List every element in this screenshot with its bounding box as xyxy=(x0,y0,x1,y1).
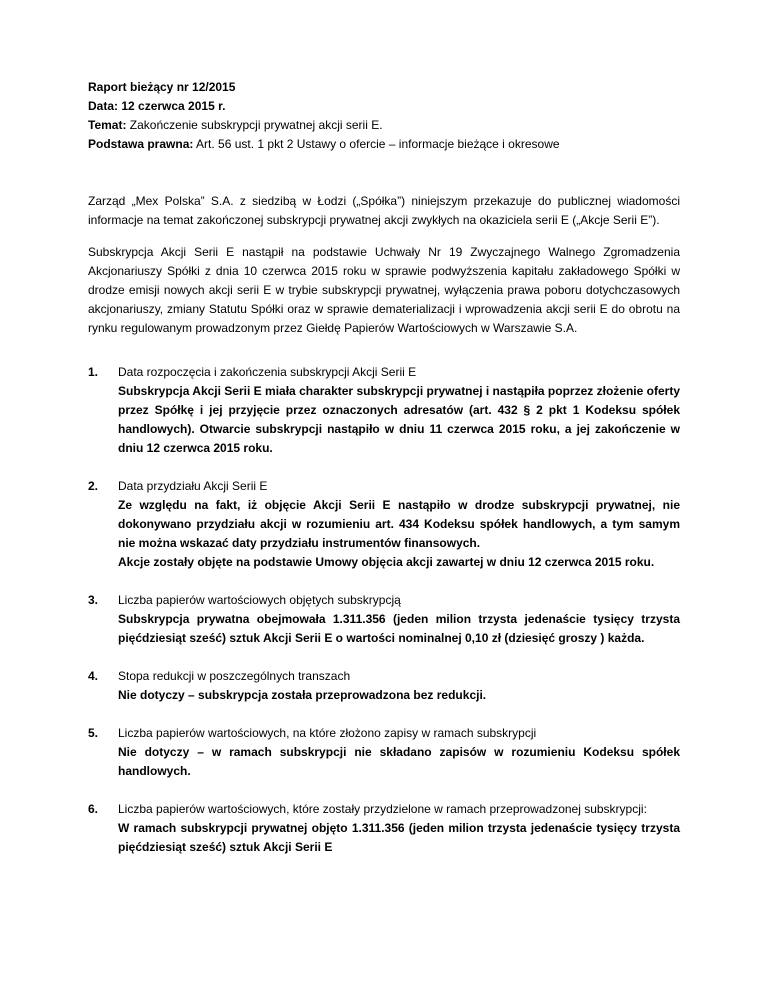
topic-label: Temat: xyxy=(88,118,127,132)
numbered-list xyxy=(88,363,680,857)
topic-value: Zakończenie subskrypcji prywatnej akcji serii E. xyxy=(126,118,383,132)
item-heading: Stopa redukcji w poszczególnych transzach xyxy=(118,669,351,683)
list-item xyxy=(88,724,680,781)
intro-paragraph: Zarząd „Mex Polska” S.A. z siedzibą w Łodzi („Spółka”) niniejszym przekazuje do publicznej wiadomości informacje na temat zakończonej subskrypcji prywatnej akcji zwykłych na okaziciela serii E („Akcje Serii E”). xyxy=(88,194,680,227)
item-number: 4. xyxy=(88,669,99,683)
item-number: 1. xyxy=(88,365,99,379)
report-number: Raport bieżący nr 12/2015 xyxy=(88,80,236,94)
report-header xyxy=(88,78,680,154)
list-item xyxy=(88,363,680,458)
item-heading: Data rozpoczęcia i zakończenia subskrypcji Akcji Serii E xyxy=(118,365,417,379)
list-item xyxy=(88,477,680,572)
item-number: 2. xyxy=(88,479,99,493)
item-body: Subskrypcja Akcji Serii E miała charakter subskrypcji prywatnej i nastąpiła poprzez złożenie oferty przez Spółkę i jej przyjęcie przez oznaczonych adresatów (art. 432 § 2 pkt 1 Kodeksu spółek handlowych). Otwarcie subskrypcji nastąpiło w dniu 11 czerwca 2015 roku, a jej zakończenie w dniu 12 czerwca 2015 roku. xyxy=(118,384,680,455)
item-body: W ramach subskrypcji prywatnej objęto 1.311.356 (jeden milion trzysta jedenaście tysięcy trzysta pięćdziesiąt sześć) sztuk Akcji Serii E xyxy=(118,821,680,854)
list-item xyxy=(88,591,680,648)
item-number: 5. xyxy=(88,726,99,740)
item-number: 3. xyxy=(88,593,99,607)
list-item xyxy=(88,667,680,705)
legal-value: Art. 56 ust. 1 pkt 2 Ustawy o ofercie – informacje bieżące i okresowe xyxy=(193,137,560,151)
item-body: Ze względu na fakt, iż objęcie Akcji Serii E nastąpiło w drodze subskrypcji prywatnej, nie dokonywano przydziału akcji w rozumieniu art. 434 Kodeksu spółek handlowych, a tym samym nie można wskazać daty przydziału instrumentów finansowych. xyxy=(118,498,680,550)
item-number: 6. xyxy=(88,802,99,816)
report-date: Data: 12 czerwca 2015 r. xyxy=(88,99,226,113)
basis-paragraph: Subskrypcja Akcji Serii E nastąpił na podstawie Uchwały Nr 19 Zwyczajnego Walnego Zgromadzenia Akcjonariuszy Spółki z dnia 10 czerwca 2015 roku w sprawie podwyższenia kapitału zakładowego Spółki w drodze emisji nowych akcji serii E w trybie subskrypcji prywatnej, wyłączenia prawa poboru dotychczasowych akcjonariuszy, zmiany Statutu Spółki oraz w sprawie dematerializacji i wprowadzenia akcji serii E do obrotu na rynku regulowanym prowadzonym przez Giełdę Papierów Wartościowych w Warszawie S.A. xyxy=(88,245,680,335)
report-topic xyxy=(88,116,680,135)
item-body-extra: Akcje zostały objęte na podstawie Umowy objęcia akcji zawartej w dniu 12 czerwca 2015 roku. xyxy=(118,555,655,569)
item-body: Nie dotyczy – w ramach subskrypcji nie składano zapisów w rozumieniu Kodeksu spółek handlowych. xyxy=(118,745,680,778)
item-heading: Data przydziału Akcji Serii E xyxy=(118,479,268,493)
item-heading: Liczba papierów wartościowych, które zostały przydzielone w ramach przeprowadzonej subskrypcji: xyxy=(118,802,647,816)
item-body: Nie dotyczy – subskrypcja została przeprowadzona bez redukcji. xyxy=(118,688,487,702)
list-item xyxy=(88,800,680,857)
item-heading: Liczba papierów wartościowych, na które złożono zapisy w ramach subskrypcji xyxy=(118,726,537,740)
item-body: Subskrypcja prywatna obejmowała 1.311.356 (jeden milion trzysta jedenaście tysięcy trzysta pięćdziesiąt sześć) sztuk Akcji Serii E o wartości nominalnej 0,10 zł (dziesięć groszy ) każda. xyxy=(118,612,680,645)
item-heading: Liczba papierów wartościowych objętych subskrypcją xyxy=(118,593,401,607)
legal-label: Podstawa prawna: xyxy=(88,137,194,151)
report-legal-basis xyxy=(88,135,680,154)
